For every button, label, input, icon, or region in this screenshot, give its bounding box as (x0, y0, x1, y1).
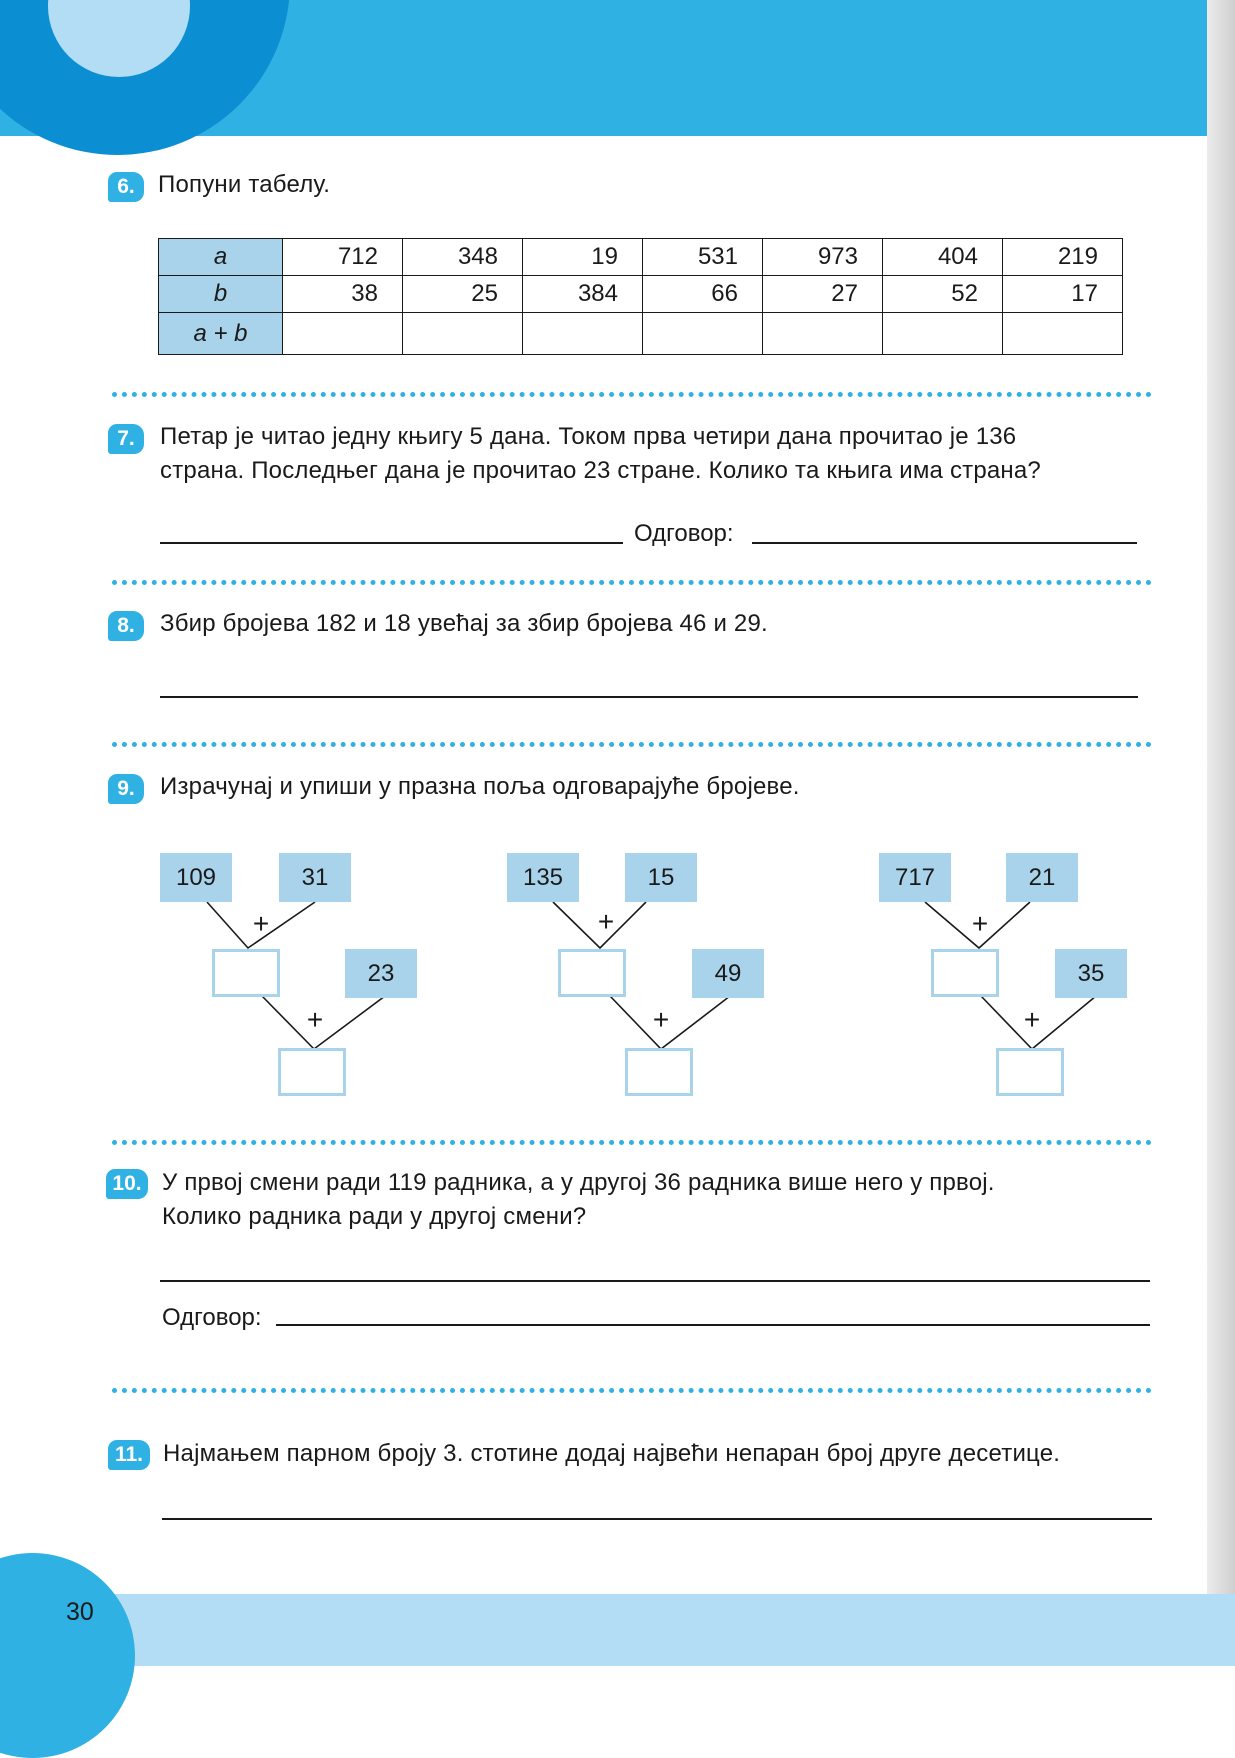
cell-a: 348 (403, 239, 523, 276)
empty-answer-box[interactable] (558, 949, 626, 997)
addend-box: 31 (279, 853, 351, 902)
addend-box: 35 (1055, 949, 1127, 998)
task-7-line-2: страна. Последњег дана је прочитао 23 стране. Колико та књига има страна? (160, 457, 1041, 484)
task-8-number: 8. (108, 611, 144, 641)
cell-b: 38 (283, 276, 403, 313)
cell-b: 17 (1003, 276, 1123, 313)
empty-answer-box[interactable] (931, 949, 999, 997)
cell-a: 712 (283, 239, 403, 276)
work-line[interactable] (160, 1280, 1150, 1282)
cell-a: 404 (883, 239, 1003, 276)
addend-box: 109 (160, 853, 232, 902)
task-11-text: Најмањем парном броју 3. стотине додај највећи непаран број друге десетице. (163, 1440, 1061, 1467)
task-8-text: Збир бројева 182 и 18 увећај за збир бројева 46 и 29. (160, 610, 768, 637)
section-divider (112, 1140, 1152, 1145)
answer-label: Одговор: (634, 520, 734, 547)
empty-answer-box[interactable] (625, 1048, 693, 1096)
task-6-number: 6. (108, 172, 144, 202)
task-10-line-2: Колико радника ради у другој смени? (162, 1203, 587, 1230)
cell-a: 19 (523, 239, 643, 276)
cell-a: 531 (643, 239, 763, 276)
task-10-number: 10. (106, 1169, 148, 1199)
answer-line[interactable] (162, 1518, 1152, 1520)
answer-label: Одговор: (162, 1304, 262, 1331)
cell-b: 52 (883, 276, 1003, 313)
plus-sign: + (597, 906, 615, 937)
task-7-number: 7. (108, 424, 144, 454)
cell-b: 66 (643, 276, 763, 313)
empty-answer-box[interactable] (212, 949, 280, 997)
page-number: 30 (66, 1598, 94, 1626)
empty-answer-box[interactable] (278, 1048, 346, 1096)
addend-box: 135 (507, 853, 579, 902)
row-label-a: a (159, 239, 283, 276)
task-9-text: Израчунај и упиши у празна поља одговарајуће бројеве. (160, 773, 800, 800)
cell-b: 27 (763, 276, 883, 313)
plus-sign: + (252, 908, 270, 939)
cell-b: 384 (523, 276, 643, 313)
answer-line[interactable] (276, 1324, 1150, 1326)
row-label-sum: a + b (159, 313, 283, 355)
plus-sign: + (652, 1004, 670, 1035)
task-11-number: 11. (108, 1440, 150, 1470)
addend-box: 15 (625, 853, 697, 902)
task-6-text: Попуни табелу. (158, 171, 331, 198)
row-label-b: b (159, 276, 283, 313)
cell-a: 219 (1003, 239, 1123, 276)
cell-a: 973 (763, 239, 883, 276)
section-divider (112, 1388, 1152, 1393)
addend-box: 49 (692, 949, 764, 998)
addend-box: 717 (879, 853, 951, 902)
plus-sign: + (1023, 1004, 1041, 1035)
addend-box: 23 (345, 949, 417, 998)
task-9-number: 9. (108, 774, 144, 804)
cell-b: 25 (403, 276, 523, 313)
addend-box: 21 (1006, 853, 1078, 902)
plus-sign: + (306, 1004, 324, 1035)
task-7-line-1: Петар је читао једну књигу 5 дана. Током прва четири дана прочитао је 136 (160, 423, 1017, 450)
task-10-line-1: У првој смени ради 119 радника, а у другој 36 радника више него у првој. (162, 1169, 995, 1196)
empty-answer-box[interactable] (996, 1048, 1064, 1096)
plus-sign: + (971, 908, 989, 939)
